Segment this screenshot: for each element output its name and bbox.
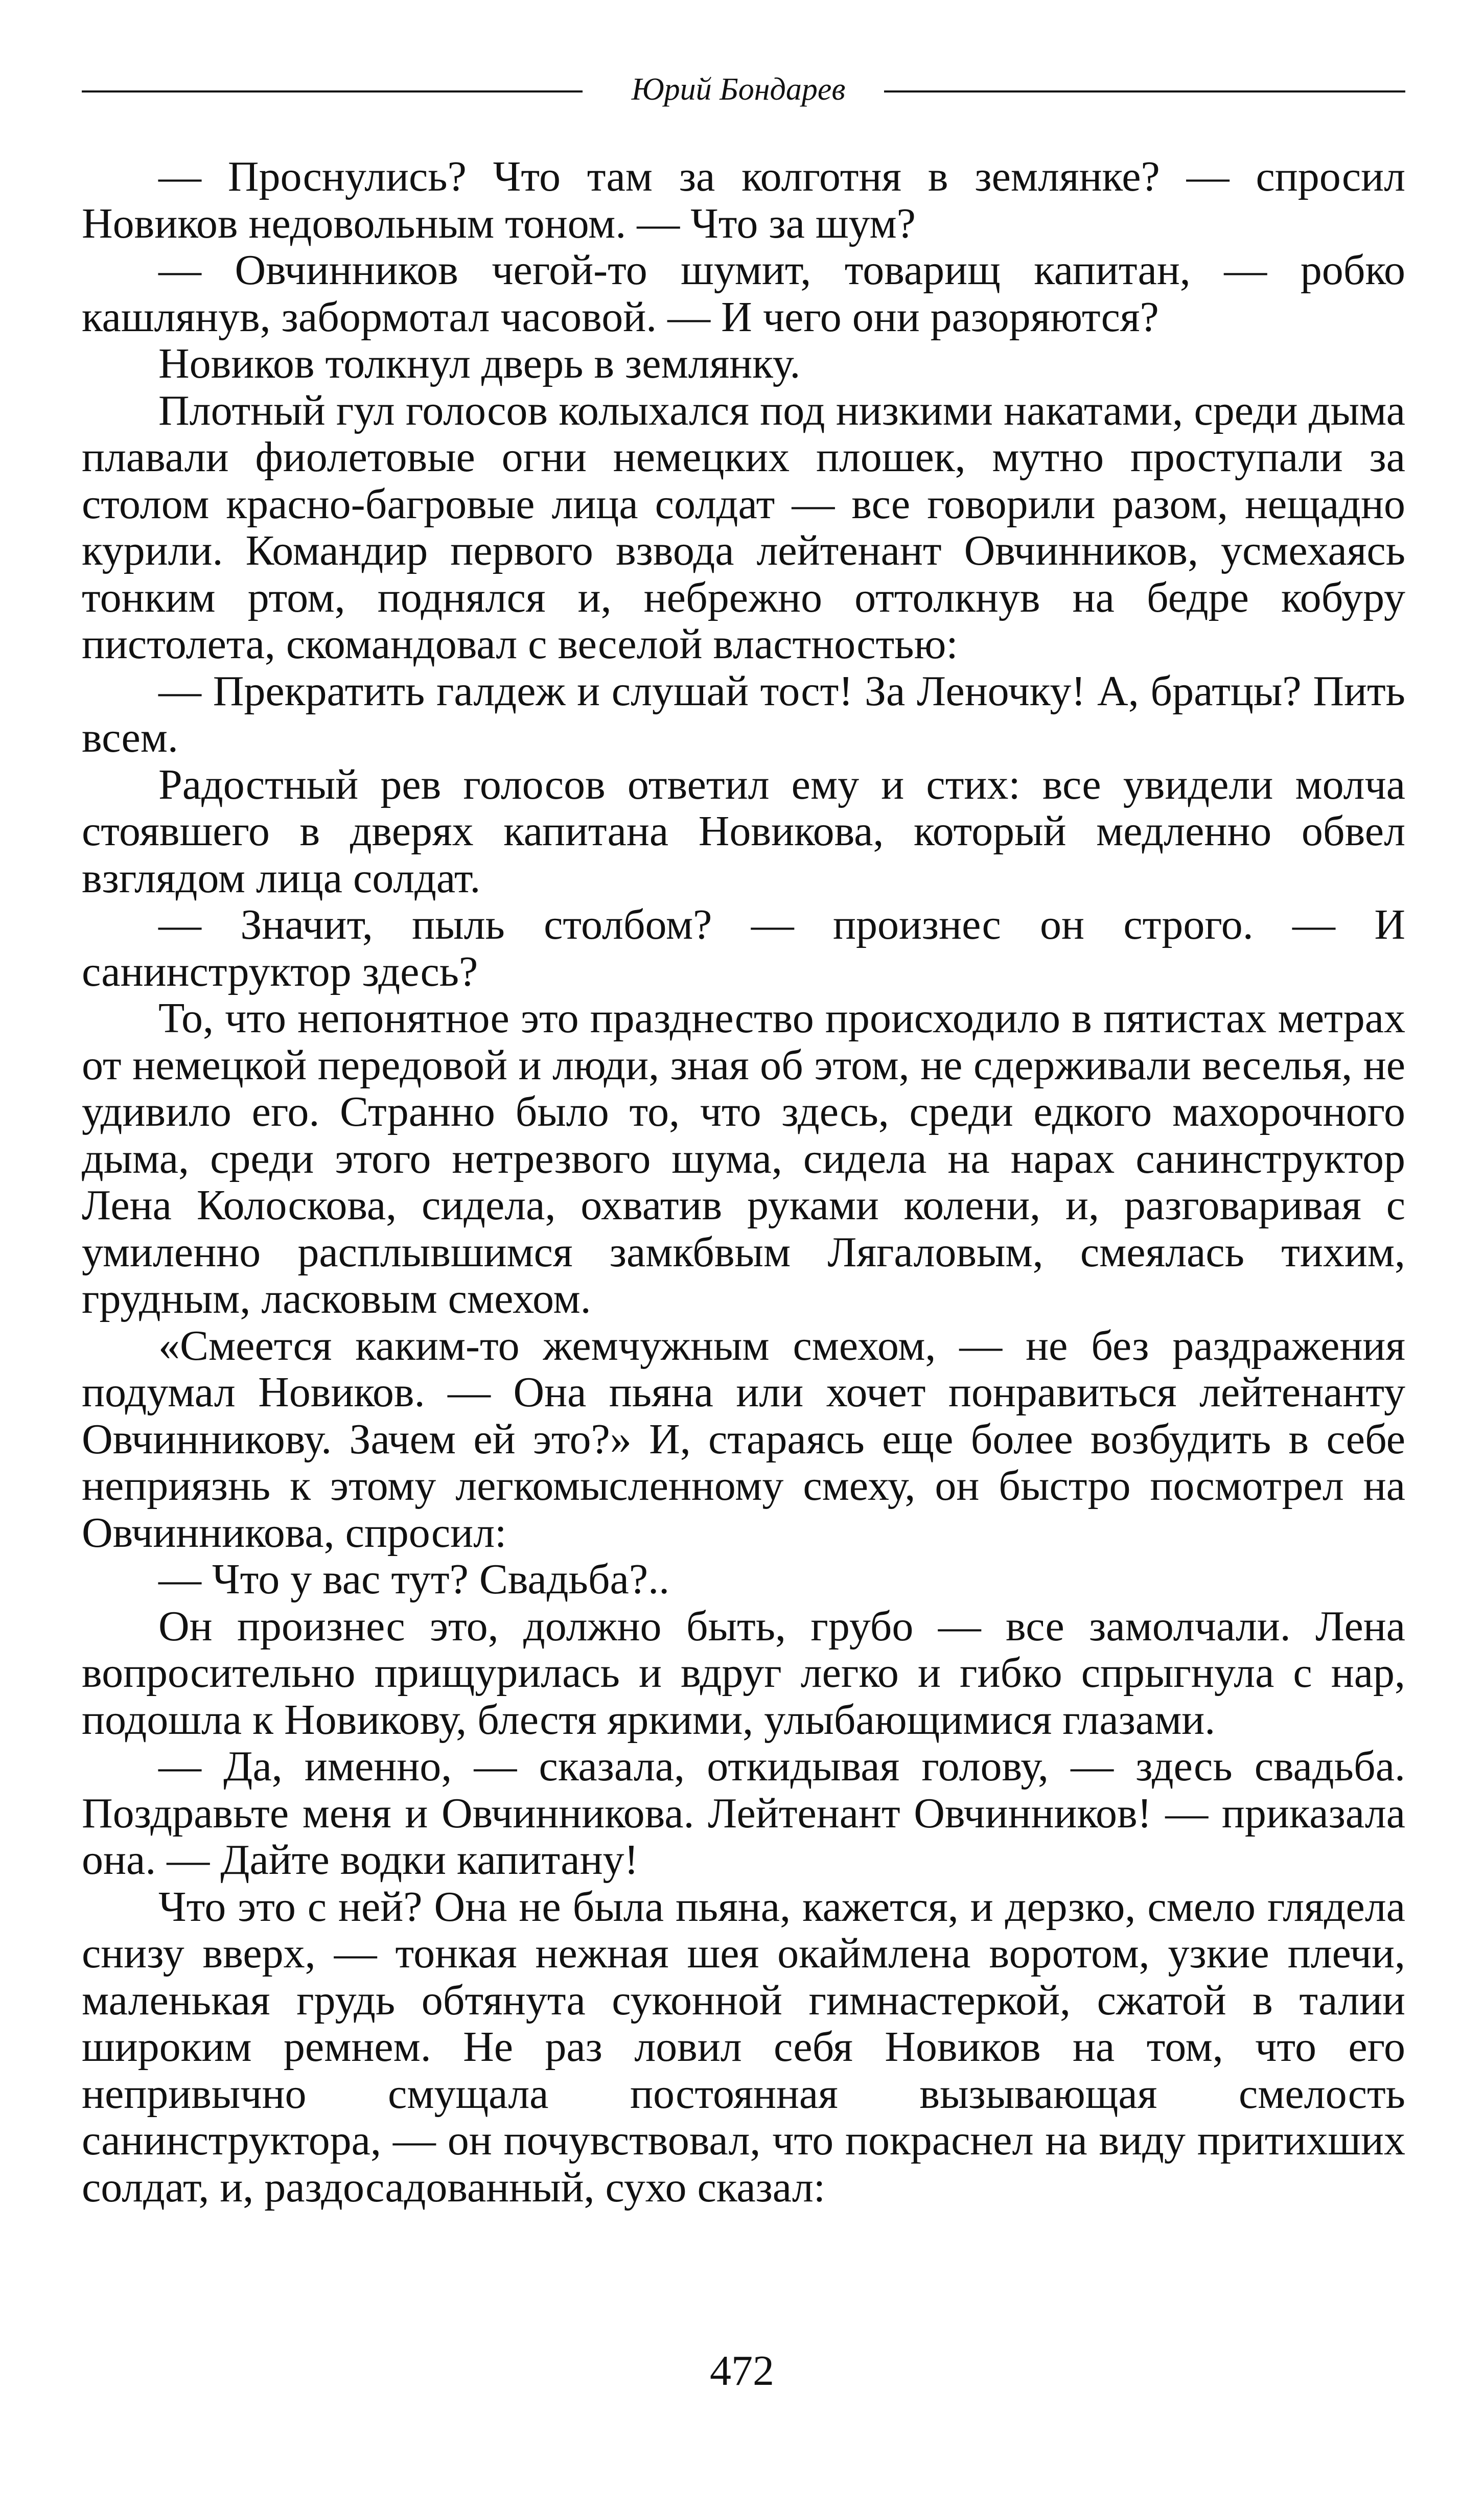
paragraph: Плотный гул голосов колыхался под низкими накатами, среди дыма плавали фиолетовые огни немецких плошек, мутно проступали за столом красно-багровые лица солдат — все говорили разом, нещадно курили. Командир первого взвода лейтенант Овчинников, усмехаясь тонким ртом, поднялся и, небрежно оттолкнув на бедре кобуру пистолета, скомандовал с веселой властностью: [82, 386, 1405, 668]
paragraph: — Проснулись? Что там за колготня в землянке? — спросил Новиков недовольным тоном. — Что за шум? [82, 153, 1405, 247]
header-rule-right [884, 90, 1405, 92]
running-header [82, 66, 1405, 112]
header-rule-left [82, 90, 583, 92]
paragraph: — Овчинников чегой-то шумит, товарищ капитан, — робко кашлянув, забормотал часовой. — И чего они разоряются? [82, 246, 1405, 341]
page-number: 472 [710, 2347, 774, 2395]
paragraph: Он произнес это, должно быть, грубо — все замолчали. Лена вопросительно прищурилась и вдруг легко и гибко спрыгнула с нар, подошла к Новикову, блестя яркими, улыбающимися глазами. [82, 1602, 1405, 1744]
running-title: Юрий Бондарев [631, 72, 846, 107]
paragraph: — Да, именно, — сказала, откидывая голову, — здесь свадьба. Поздравьте меня и Овчинникова. Лейтенант Овчинников! — приказала она. — Дайте водки капитану! [82, 1743, 1405, 1884]
paragraph: — Что у вас тут? Свадьба?.. [158, 1555, 670, 1603]
paragraph: — Прекратить галдеж и слушай тост! За Леночку! А, братцы? Пить всем. [82, 667, 1405, 761]
paragraph: То, что непонятное это празднество происходило в пятистах метрах от немецкой передовой и люди, зная об этом, не сдерживали веселья, не удивило его. Странно было то, что здесь, среди едкого махорочного дыма, среди этого нетрезвого шума, сидела на нарах санинструктор Лена Колоскова, сидела, охватив руками колени, и, разговаривая с умиленно расплывшимся замкбвым Лягаловым, смеялась тихим, грудным, ласковым смехом. [82, 994, 1405, 1322]
paragraph: Что это с ней? Она не была пьяна, кажется, и дерзко, смело глядела снизу вверх, — тонкая нежная шея окаймлена воротом, узкие плечи, маленькая грудь обтянута суконной гимнастеркой, сжатой в талии широким ремнем. Не раз ловил себя Новиков на том, что его непривычно смущала постоянная вызывающая смелость санинструктора, — он почувствовал, что покраснел на виду притихших солдат, и, раздосадованный, сухо сказал: [82, 1883, 1405, 2211]
paragraph: «Смеется каким-то жемчужным смехом, — не без раздражения подумал Новиков. — Она пьяна или хочет понравиться лейтенанту Овчинникову. Зачем ей это?» И, стараясь еще более возбудить в себе неприязнь к этому легкомысленному смеху, он быстро посмотрел на Овчинникова, спросил: [82, 1321, 1405, 1557]
paragraph: — Значит, пыль столбом? — произнес он строго. — И санинструктор здесь? [82, 901, 1405, 995]
paragraph: Новиков толкнул дверь в землянку. [158, 340, 801, 387]
body-text [82, 153, 1405, 2211]
paragraph: Радостный рев голосов ответил ему и стих: все увидели молча стоявшего в дверях капитана Новикова, который медленно обвел взглядом лица солдат. [82, 760, 1405, 902]
